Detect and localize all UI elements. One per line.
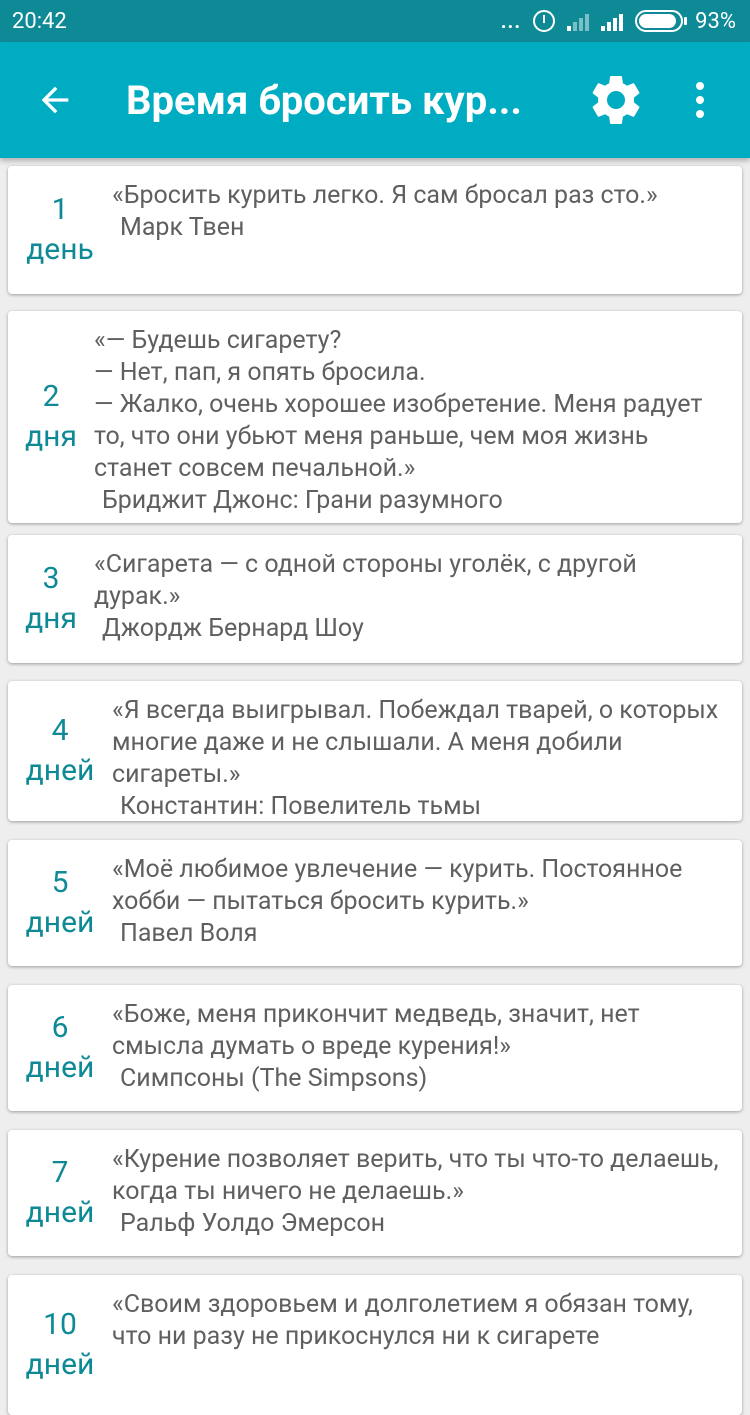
quote-text: «Бросить курить легко. Я сам бросал раз сто.»: [112, 181, 658, 210]
quote-card[interactable]: [8, 985, 742, 1111]
quote-author: Бриджит Джонс: Грани разумного: [102, 486, 503, 515]
quote-body: [112, 854, 728, 950]
signal-weak-icon: [567, 11, 589, 31]
day-unit: дней: [25, 1050, 95, 1085]
day-unit: день: [26, 232, 94, 267]
quote-text: «Курение позволяет верить, что ты что-то делаешь, когда ты ничего не делаешь.»: [112, 1145, 719, 1206]
day-unit: дней: [25, 1347, 95, 1382]
day-unit: дня: [25, 601, 77, 636]
settings-button[interactable]: [580, 64, 652, 136]
quote-text: «Я всегда выигрывал. Побеждал тварей, о которых многие даже и не слышали. А меня добили сигареты.»: [112, 696, 719, 789]
quote-author: Ральф Уолдо Эмерсон: [120, 1209, 386, 1238]
quote-text: «— Будешь сигарету? — Нет, пап, я опять бросила. — Жалко, очень хорошее изобретение. Меня радует то, что они убьют меня раньше, чем моя жизнь станет совсем печальной.»: [94, 326, 703, 483]
day-counter: [8, 535, 94, 663]
battery-fill: [639, 14, 676, 28]
arrow-back-icon: [35, 80, 75, 120]
day-number: 4: [51, 713, 69, 748]
day-counter: [8, 1130, 112, 1256]
day-unit: дня: [25, 419, 77, 454]
day-number: 1: [51, 192, 69, 227]
day-number: 3: [42, 561, 60, 596]
quote-card[interactable]: [8, 840, 742, 966]
status-icons: [501, 9, 736, 34]
quote-author: Константин: Повелитель тьмы: [120, 792, 482, 821]
quote-card[interactable]: [8, 681, 742, 821]
day-number: 10: [43, 1307, 77, 1342]
quote-author: Павел Воля: [120, 919, 258, 948]
quote-card[interactable]: [8, 1130, 742, 1256]
quote-body: [112, 999, 728, 1095]
signal-icon: [601, 11, 623, 31]
day-number: 2: [42, 379, 60, 414]
status-time: 20:42: [12, 8, 67, 34]
quote-text: «Боже, меня прикончит медведь, значит, нет смысла думать о вреде курения!»: [112, 1000, 640, 1061]
app-toolbar: [0, 42, 750, 158]
gear-icon: [586, 70, 646, 130]
battery-percent: 93%: [695, 8, 736, 34]
day-counter: [8, 681, 112, 821]
page-title: Время бросить кур...: [126, 76, 522, 124]
quote-card[interactable]: [8, 311, 742, 523]
quote-body: [112, 695, 728, 823]
notification-dots: ...: [500, 9, 522, 33]
quote-body: [112, 180, 728, 244]
quote-text: «Своим здоровьем и долголетием я обязан тому, что ни разу не прикоснулся ни к сигарете: [112, 1290, 693, 1351]
overflow-menu-button[interactable]: [670, 64, 730, 136]
day-unit: дней: [25, 905, 95, 940]
quote-author: Симпсоны (The Simpsons): [120, 1064, 428, 1093]
day-unit: дней: [25, 1195, 95, 1230]
day-unit: дней: [25, 753, 95, 788]
day-counter: [8, 166, 112, 294]
quote-text: «Моё любимое увлечение — курить. Постоянное хобби — пытаться бросить курить.»: [112, 855, 683, 916]
quote-card[interactable]: [8, 166, 742, 294]
day-number: 5: [51, 865, 69, 900]
quote-text: «Сигарета — с одной стороны уголёк, с другой дурак.»: [94, 550, 637, 611]
status-bar: [0, 0, 750, 42]
quote-author: Джордж Бернард Шоу: [102, 614, 364, 643]
quote-body: [112, 1144, 728, 1240]
day-counter: [8, 985, 112, 1111]
quote-body: [94, 325, 728, 517]
quote-card[interactable]: [8, 1275, 742, 1415]
day-number: 7: [51, 1155, 69, 1190]
battery-icon: [635, 10, 683, 32]
quote-author: Марк Твен: [120, 213, 245, 242]
day-number: 6: [51, 1010, 69, 1045]
quote-body: [94, 549, 728, 645]
quote-card[interactable]: [8, 535, 742, 663]
alarm-icon: [533, 10, 555, 32]
day-counter: [8, 311, 94, 523]
day-counter: [8, 840, 112, 966]
quote-body: [112, 1289, 728, 1353]
more-vert-icon: [694, 80, 706, 120]
day-counter: [8, 1275, 112, 1415]
back-button[interactable]: [0, 42, 110, 158]
